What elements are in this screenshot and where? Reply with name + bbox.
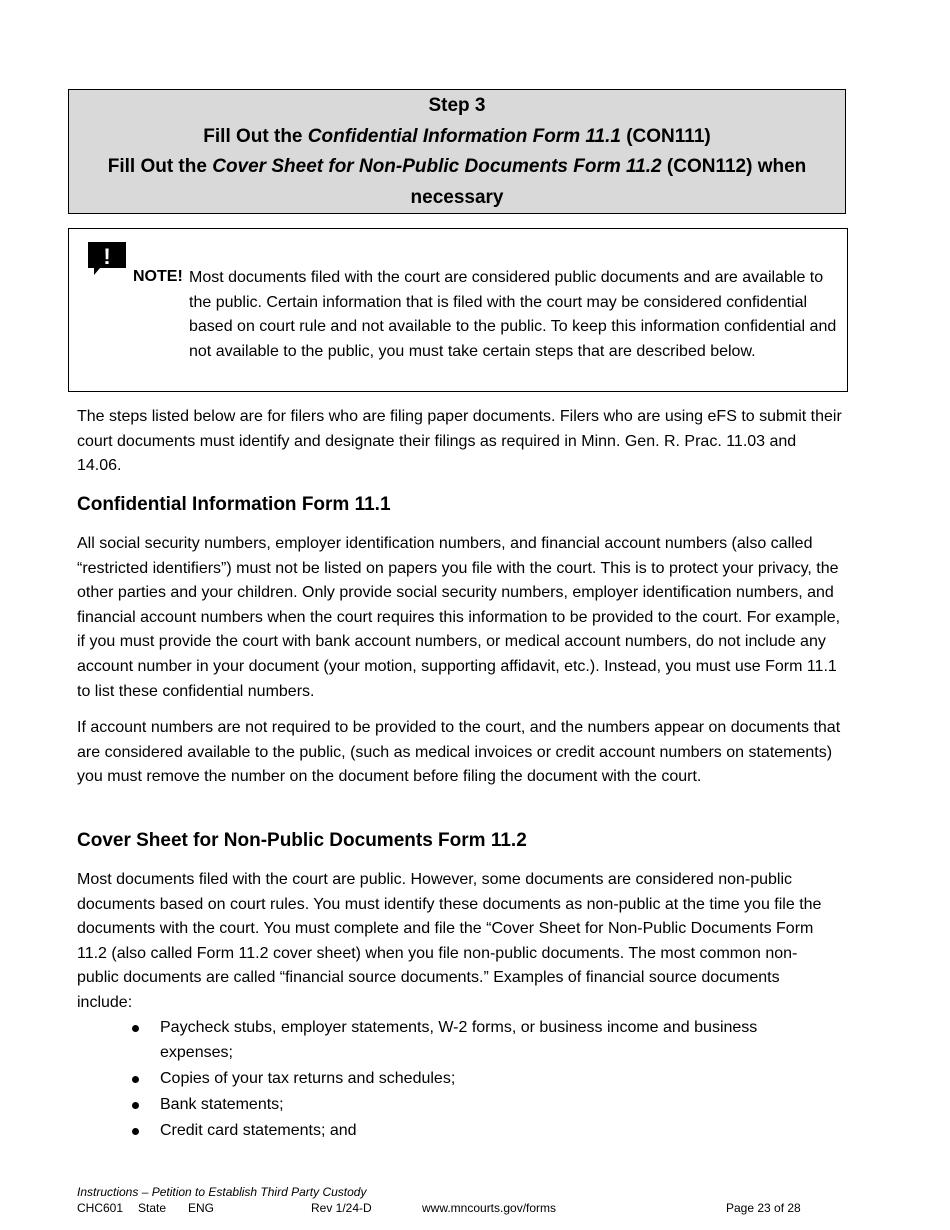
form-11-1-paragraph-1: All social security numbers, employer identification numbers, and financial account numbers (also called “restricted identifiers”) must not be listed on papers you file with the court. This is to protect your privacy, the other parties and your children. Only provide social security numbers, employer identification numbers, and financial account numbers when the court requires this information to be provided to the court. For example, if you must provide the court with bank account numbers, or medical account numbers, do not include any account number in your document (your motion, supporting affidavit, etc.). Instead, you must use Form 11.1 to list these confidential numbers. (77, 535, 841, 700)
step-title: Step 3 (428, 95, 486, 116)
footer-info-row (77, 1200, 837, 1216)
bullet-icon (132, 1128, 139, 1135)
bullet-icon (132, 1025, 139, 1032)
note-text: Most documents filed with the court are considered public documents and are available to the public. Certain information that is filed with the court may be considered confidential based on court rule and not available to the public. To keep this information confidential and not available to the public, you must take certain steps that are described below. (189, 269, 837, 360)
note-box (68, 228, 848, 392)
footer-state: State (138, 1201, 167, 1215)
form-11-1-paragraph-2: If account numbers are not required to be provided to the court, and the numbers appear on documents that are considered available to the public, (such as medical invoices or credit account numbers on statements) you must remove the number on the document before filing the document with the court. (77, 719, 841, 786)
alert-speech-bubble-icon (86, 240, 128, 276)
form-11-2-paragraph-1: Most documents filed with the court are public. However, some documents are considered non-public documents based on court rules. You must identify these documents as non-public at the time you file the documents with the court. You must complete and file the “Cover Sheet for Non-Public Documents Form 11.2 (also called Form 11.2 cover sheet) when you file non-public documents. The most common non-public documents are called “financial source documents.” Examples of financial source documents include: (77, 871, 822, 1011)
list-item: Credit card statements; and (130, 1119, 830, 1144)
step-header-box (68, 89, 846, 214)
note-label: NOTE! (133, 268, 183, 285)
list-item: Copies of your tax returns and schedules; (130, 1067, 830, 1092)
list-item: Paycheck stubs, employer statements, W-2 forms, or business income and business expenses; (130, 1016, 830, 1065)
step-line-form-11-1: Fill Out the Confidential Information Form 11.1 (CON111) (203, 125, 711, 147)
footer-title: Instructions – Petition to Establish Third Party Custody (77, 1185, 367, 1199)
financial-documents-list (130, 1016, 830, 1145)
footer-page-number: Page 23 of 28 (726, 1201, 801, 1215)
section-heading-form-11-2: Cover Sheet for Non-Public Documents Form 11.2 (77, 830, 527, 851)
bullet-icon (132, 1076, 139, 1083)
svg-text:!: ! (103, 244, 111, 269)
step-line-form-11-2: Fill Out the Cover Sheet for Non-Public Documents Form 11.2 (CON112) when (107, 156, 807, 177)
list-item: Bank statements; (130, 1093, 830, 1118)
footer-language: ENG (188, 1201, 215, 1215)
footer-revision: Rev 1/24-D (311, 1201, 372, 1215)
page-footer (77, 1184, 837, 1216)
footer-form-code: CHC601 (77, 1201, 124, 1215)
step-line-necessary: necessary (410, 186, 504, 208)
footer-url[interactable]: www.mncourts.gov/forms (422, 1201, 557, 1215)
intro-paragraph: The steps listed below are for filers who are filing paper documents. Filers who are using eFS to submit their court documents must identify and designate their filings as required in Minn. Gen. R. Prac. 11.03 and 14.06. (77, 408, 842, 475)
section-heading-form-11-1: Confidential Information Form 11.1 (77, 494, 391, 515)
bullet-icon (132, 1102, 139, 1109)
